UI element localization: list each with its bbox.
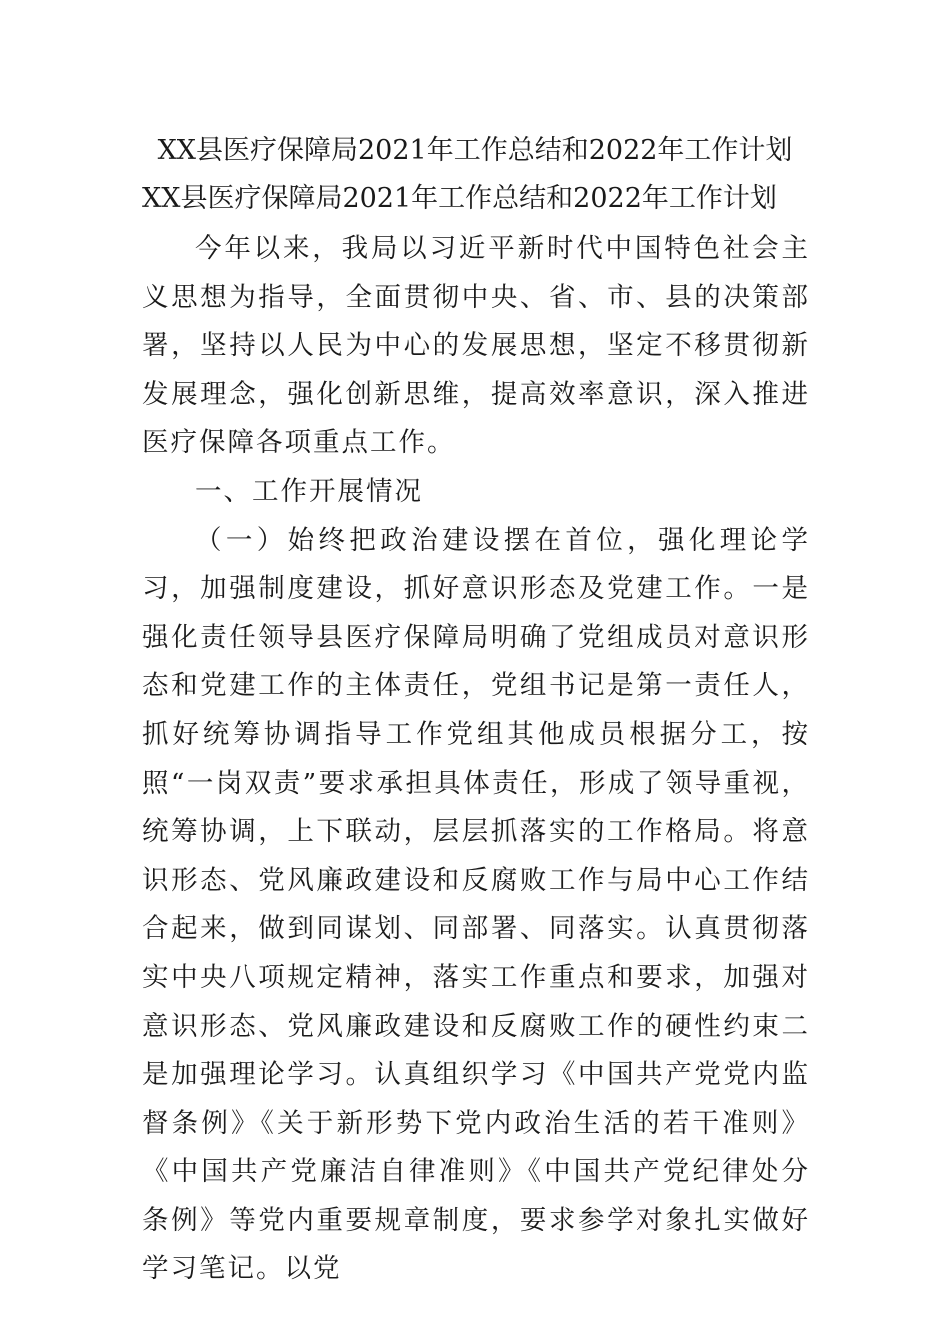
- document-title-line-2: XX县医疗保障局2021年工作总结和2022年工作计划: [142, 183, 777, 214]
- document-title-line-1: XX县医疗保障局2021年工作总结和2022年工作计划: [157, 135, 793, 166]
- document-body: [142, 225, 810, 1294]
- section-heading: 一、工作开展情况: [195, 475, 423, 507]
- intro-paragraph: 今年以来，我局以习近平新时代中国特色社会主义思想为指导，全面贯彻中央、省、市、县的决策部署，坚持以人民为中心的发展思想，坚定不移贯彻新发展理念，强化创新思维，提高效率意识，深入推进医疗保障各项重点工作。: [142, 233, 810, 459]
- body-paragraph: （一）始终把政治建设摆在首位，强化理论学习，加强制度建设，抓好意识形态及党建工作。一是强化责任领导县医疗保障局明确了党组成员对意识形态和党建工作的主体责任，党组书记是第一责任人，抓好统筹协调指导工作党组其他成员根据分工，按照“一岗双责”要求承担具体责任，形成了领导重视，统筹协调，上下联动，层层抓落实的工作格局。将意识形态、党风廉政建设和反腐败工作与局中心工作结合起来，做到同谋划、同部署、同落实。认真贯彻落实中央八项规定精神，落实工作重点和要求，加强对意识形态、党风廉政建设和反腐败工作的硬性约束二是加强理论学习。认真组织学习《中国共产党党内监督条例》《关于新形势下党内政治生活的若干准则》《中国共产党廉洁自律准则》《中国共产党纪律处分条例》等党内重要规章制度，要求参学对象扎实做好学习笔记。以党: [142, 524, 810, 1285]
